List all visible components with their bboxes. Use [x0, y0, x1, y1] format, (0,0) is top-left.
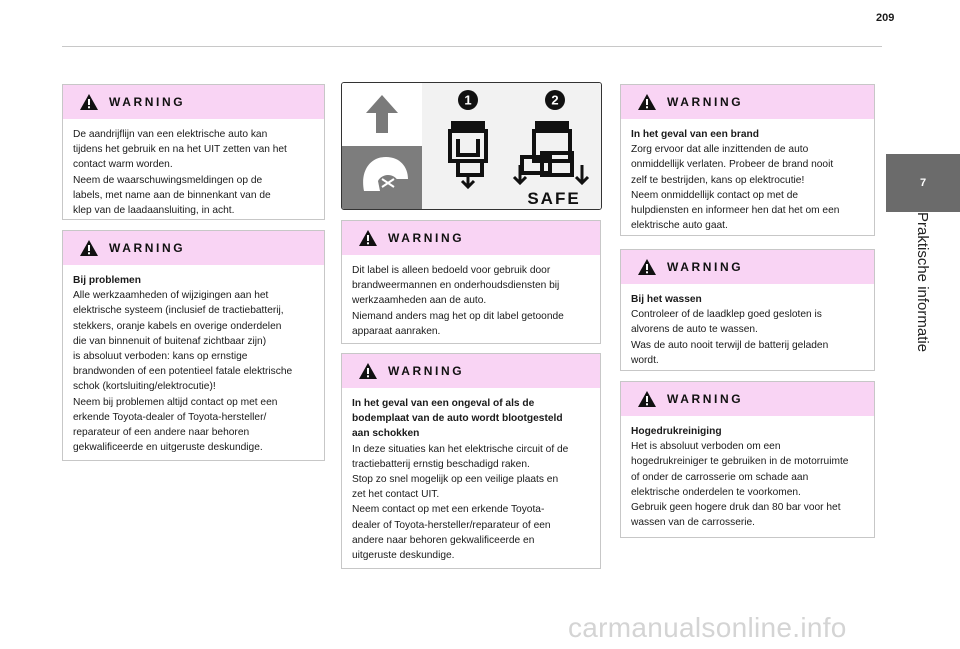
warning-text: Bij problemen Alle werkzaamheden of wijzigingen aan het elektrische systeem (inclusief de tractiebatterij, stekkers, oranje kabels en overige onderdelen die van binnenuit of buitenaf zichtbaar zijn) is absoluut verboden: kans op ernstige brandwonden of een potentieel fatale elektrische schok (kortsluiting/elektrocutie)! Neem bij problemen altijd contact op met een erkende Toyota-dealer of Toyota-hersteller/ reparateur of een andere naar behoren gekwalificeerde en uitgeruste deskundige. [63, 265, 324, 463]
safe-label-illustration [341, 82, 602, 210]
warning-triangle-icon [637, 93, 657, 111]
warning-text: De aandrijflijn van een elektrische auto kan tijdens het gebruik en na het UIT zetten van het contact warm worden. Neem de waarschuwingsmeldingen op de labels, met name aan de binnenkant van de klep van de laadaansluiting, in acht. [73, 129, 287, 217]
warning-heading: In het geval van een brand [631, 129, 759, 140]
svg-text:1: 1 [464, 92, 472, 108]
warning-heading: bodemplaat van de auto wordt blootgesteld [352, 413, 563, 425]
warning-box-label [341, 220, 601, 344]
warning-box-heat [62, 84, 325, 220]
warning-triangle-icon [79, 93, 99, 111]
warning-title: WARNING [109, 241, 186, 255]
warning-heading: Bij problemen [73, 275, 141, 286]
svg-text:2: 2 [551, 92, 559, 108]
warning-title: WARNING [109, 95, 186, 109]
warning-text: In het geval van een brand Zorg ervoor dat alle inzittenden de auto onmiddellijk verlaten. Probeer de brand nooit zelf te bestrijden, kans op elektrocutie! Neem onmiddellijk contact op met de hulpdiensten en informeer hen dat het om een elektrische auto gaat. [621, 119, 874, 241]
warning-box-accident [341, 353, 601, 569]
warning-header [621, 382, 874, 416]
warning-title: WARNING [667, 95, 744, 109]
warning-header [342, 221, 600, 255]
warning-text: In het geval van een ongeval of als de bodemplaat van de auto wordt blootgesteld aan schokken In deze situaties kan het elektrische circuit of de tractiebatterij ernstig beschadigd raken. Stop zo snel mogelijk op een veilige plaats en zet het contact UIT. Neem contact op met een erkende Toyota- dealer of Toyota-hersteller/reparateur of een andere naar behoren gekwalificeerde en uitgeruste deskundige. [342, 388, 600, 571]
chapter-title-sidebar [886, 212, 960, 392]
warning-title: WARNING [667, 392, 744, 406]
warning-title: WARNING [388, 364, 465, 378]
warning-triangle-icon [79, 239, 99, 257]
header-rule [62, 46, 882, 47]
warning-triangle-icon [637, 258, 657, 276]
warning-header [63, 231, 324, 265]
warning-text: Dit label is alleen bedoeld voor gebruik door brandweermannen en onderhoudsdiensten bij werkzaamheden aan de auto. Niemand anders mag het op dit label getoonde apparaat aanraken. [352, 265, 564, 337]
warning-title: WARNING [388, 231, 465, 245]
warning-box-fire [620, 84, 875, 236]
watermark: carmanualsonline.info [568, 612, 847, 643]
warning-box-washing [620, 249, 875, 371]
safe-text: SAFE [527, 189, 581, 208]
warning-header [621, 250, 874, 284]
warning-header [63, 85, 324, 119]
warning-triangle-icon [637, 390, 657, 408]
safe-label-graphic [342, 83, 601, 209]
warning-header [342, 354, 600, 388]
warning-box-problems [62, 230, 325, 461]
warning-heading: aan schokken [352, 428, 420, 440]
warning-heading: Hogedrukreiniging [631, 426, 722, 437]
warning-header [621, 85, 874, 119]
warning-heading: Bij het wassen [631, 294, 702, 305]
warning-text: Bij het wassen Controleer of de laadklep goed gesloten is alvorens de auto te wassen. Was de auto nooit terwijl de batterij geladen wordt. [621, 284, 874, 376]
chapter-title: Praktische informatie [914, 212, 931, 353]
warning-title: WARNING [667, 260, 744, 274]
page-number: 209 [876, 12, 895, 24]
chapter-tab: 7 [886, 154, 960, 212]
warning-triangle-icon [358, 229, 378, 247]
warning-heading: In het geval van een ongeval of als de [352, 398, 535, 409]
warning-triangle-icon [358, 362, 378, 380]
warning-box-high-pressure [620, 381, 875, 538]
warning-text: Hogedrukreiniging Het is absoluut verboden om een hogedrukreiniger te gebruiken in de motorruimte of onder de carrosserie om schade aan elektrische onderdelen te voorkomen. Gebruik geen hogere druk dan 80 bar voor het wassen van de carrosserie. [621, 416, 874, 538]
